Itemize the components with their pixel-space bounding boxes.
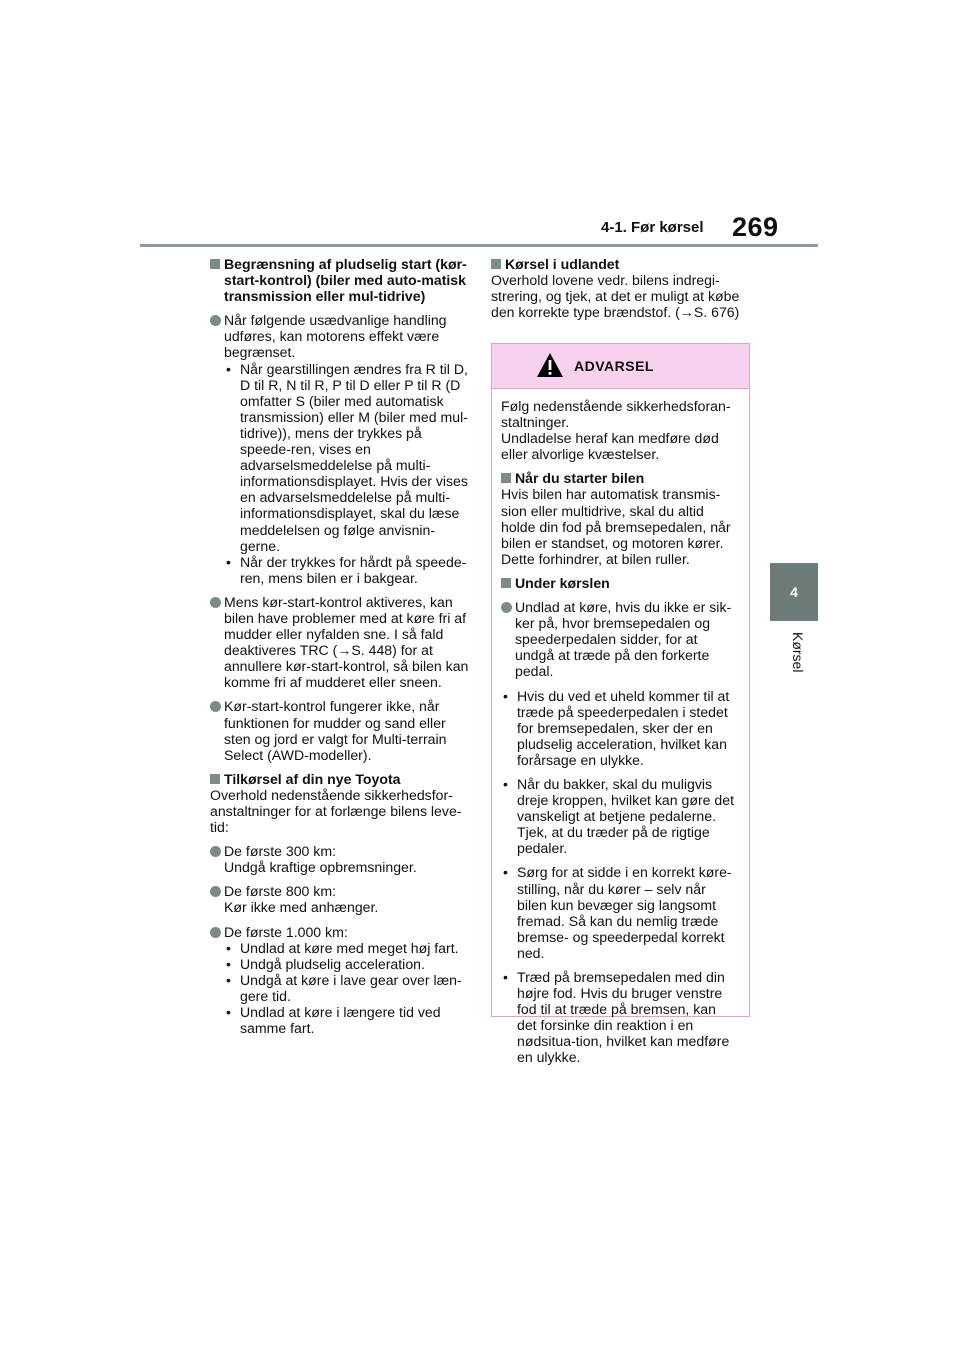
bullet-item: • Sørg for at sidde i en korrekt køre-stilling, når du kører – selv når bilen kun bevæger sig langsomt fremad. Så kan du nemlig træde bremse- og speederpedal korrekt ned. — [501, 864, 739, 961]
heading-start-control: Begrænsning af pludselig start (kør-start-kontrol) (biler med auto-matisk transmission eller mul-tidrive) — [210, 256, 472, 304]
paragraph: Når følgende usædvanlige handling udføres, kan motorens effekt være begrænset. • Når gearstillingen ændres fra R til D, D til R, N til R, P til D eller P til R (D omfatter S (biler med automatisk transmission) eller M (biler med mul-tidrive)), mens der trykkes på speede-ren, vises en advarselsmeddelelse på multi-informationsdisplayet. Hvis der vises en advarselsmeddelelse på multi-informationsdisplayet, skal du læse meddelelsen og følge anvisnin-gerne. • Når der trykkes for hårdt på speede-ren, mens bilen er i bakgear. — [210, 312, 472, 586]
bullet-item: • Undgå at køre i lave gear over læn-gere tid. — [224, 972, 472, 1004]
bullet-item: • Træd på bremsepedalen med din højre fod. Hvis du bruger venstre fod til at træde på bremsen, kan det forsinke din reaktion i en nødsitua-tion, hvilket kan medføre en ulykke. — [501, 969, 739, 1066]
warning-body — [492, 389, 749, 1066]
right-column — [491, 256, 753, 328]
left-column — [210, 256, 472, 1044]
paragraph: Mens kør-start-kontrol aktiveres, kan bilen have problemer med at køre fri af mudder eller nyfalden sne. I så fald deaktiveres TRC (→S. 448) for at annullere kør-start-kontrol, så bilen kan komme fri af mudderet eller sneen. — [210, 594, 472, 691]
heading-break-in: Tilkørsel af din nye Toyota — [210, 771, 472, 787]
bullet-item: • Når der trykkes for hårdt på speede-ren, mens bilen er i bakgear. — [224, 554, 472, 586]
circle-bullet-icon — [501, 602, 512, 613]
paragraph: Undlad at køre, hvis du ikke er sik-ker på, hvor bremsepedalen og speederpedalen sidder, for at undgå at træde på den forkerte pedal. — [501, 599, 739, 679]
warning-intro-1: Følg nedenstående sikkerhedsforan-staltninger. — [501, 398, 731, 431]
bullet-item: • Undgå pludselig acceleration. — [224, 956, 472, 972]
header-rule — [140, 244, 818, 247]
bullet-item: • Når gearstillingen ændres fra R til D, D til R, N til R, P til D eller P til R (D omfatter S (biler med automatisk transmission) eller M (biler med mul-tidrive)), mens der trykkes på speede-ren, vises en advarselsmeddelelse på multi-informationsdisplayet. Hvis der vises en advarselsmeddelelse på multi-informationsdisplayet, skal du læse meddelelsen og følge anvisnin-gerne. — [224, 361, 472, 554]
heading-driving: Under kørslen — [501, 575, 739, 591]
page-number: 269 — [732, 212, 779, 242]
warning-title: ADVARSEL — [574, 358, 654, 374]
paragraph: De første 1.000 km: • Undlad at køre med meget høj fart. • Undgå pludselig acceleration. • Undgå at køre i lave gear over læn-gere tid. • Undlad at køre i længere tid ved samme fart. — [210, 924, 472, 1037]
warning-header — [492, 344, 749, 389]
paragraph: De første 300 km: Undgå kraftige opbremsninger. — [210, 843, 472, 875]
square-bullet-icon — [501, 473, 511, 483]
circle-bullet-icon — [210, 315, 221, 326]
chapter-tab: 4 — [770, 563, 818, 621]
circle-bullet-icon — [210, 597, 221, 608]
section-title: 4-1. Før kørsel — [601, 219, 704, 236]
chapter-label: Kørsel — [790, 632, 806, 673]
bullet-item: • Undlad at køre i længere tid ved samme fart. — [224, 1004, 472, 1036]
paragraph: Kør-start-kontrol fungerer ikke, når funktionen for mudder og sand eller sten og jord er valgt for Multi-terrain Select (AWD-modeller). — [210, 698, 472, 762]
bullet-item: • Når du bakker, skal du muligvis dreje kroppen, hvilket kan gøre det vanskeligt at betjene pedalerne. Tjek, at du træder på de rigtige pedaler. — [501, 776, 739, 856]
abroad-text: Overhold lovene vedr. bilens indregi-strering, og tjek, at det er muligt at købe den korrekte type brændstof. (→S. 676) — [491, 272, 740, 321]
circle-bullet-icon — [210, 886, 221, 897]
starting-text: Hvis bilen har automatisk transmis-sion eller multidrive, skal du altid holde din fod på bremsepedalen, når bilen er standset, og motoren kører. Dette forhindrer, at bilen ruller. — [501, 486, 731, 567]
warning-box — [491, 343, 750, 1066]
warning-intro-2: Undladelse heraf kan medføre død eller alvorlige kvæstelser. — [501, 430, 719, 463]
circle-bullet-icon — [210, 846, 221, 857]
paragraph: De første 800 km: Kør ikke med anhænger. — [210, 883, 472, 915]
square-bullet-icon — [210, 774, 220, 784]
break-in-text: Overhold nedenstående sikkerhedsfor-anstaltninger for at forlænge bilens leve-tid: — [210, 786, 462, 836]
heading-abroad: Kørsel i udlandet — [491, 256, 753, 272]
bullet-item: • Undlad at køre med meget høj fart. — [224, 940, 472, 956]
square-bullet-icon — [491, 259, 501, 269]
square-bullet-icon — [501, 578, 511, 588]
square-bullet-icon — [210, 259, 220, 269]
circle-bullet-icon — [210, 701, 221, 712]
circle-bullet-icon — [210, 927, 221, 938]
heading-starting: Når du starter bilen — [501, 470, 739, 486]
warning-triangle-icon — [536, 352, 564, 378]
bullet-item: • Hvis du ved et uheld kommer til at træde på speederpedalen i stedet for bremsepedalen, sker der en pludselig acceleration, hvilket kan forårsage en ulykke. — [501, 688, 739, 768]
